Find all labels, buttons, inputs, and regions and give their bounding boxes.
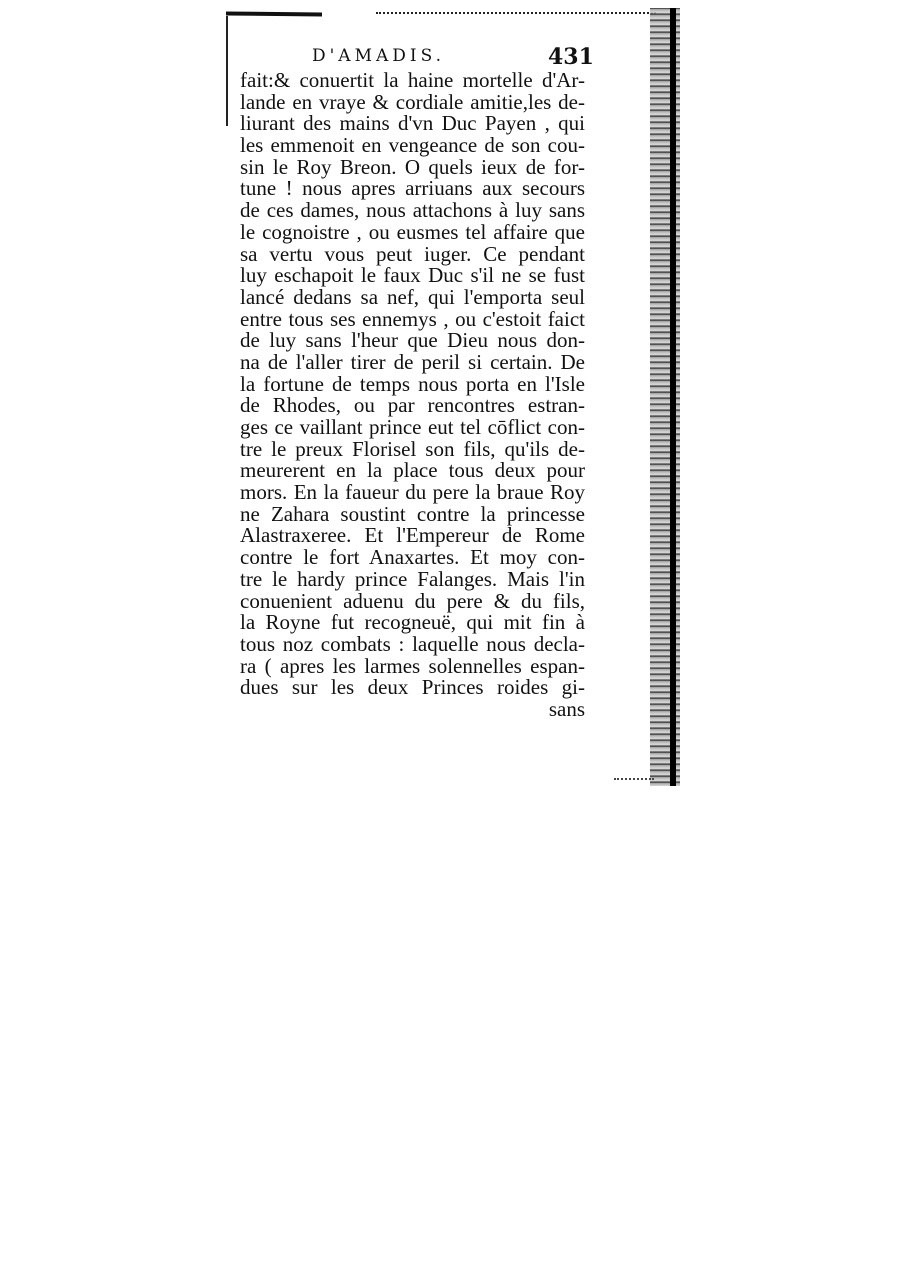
text-line: les emmenoit en vengeance de son cou- — [240, 133, 585, 158]
text-line: luy eschapoit le faux Duc s'il ne se fust — [240, 263, 585, 288]
text-line: entre tous ses ennemys , ou c'estoit faict — [240, 306, 585, 331]
text-line: tre le hardy prince Falanges. Mais l'in — [240, 566, 585, 591]
left-page-edge — [226, 16, 228, 126]
text-line: meurerent en la place tous deux pour — [240, 458, 585, 483]
text-line: tous noz combats : laquelle nous decla- — [240, 631, 585, 656]
text-line: la fortune de temps nous porta en l'Isle — [240, 371, 585, 396]
body-text — [240, 70, 585, 721]
text-line: de ces dames, nous attachons à luy sans — [240, 198, 585, 223]
text-line: ges ce vaillant prince eut tel cōflict con- — [240, 415, 585, 439]
text-line: dues sur les deux Princes roides gi- — [240, 675, 585, 700]
text-line: contre le fort Anaxartes. Et moy con- — [240, 545, 585, 570]
text-line: ra ( apres les larmes solennelles espan- — [240, 653, 585, 678]
text-line: mors. En la faueur du pere la braue Roy — [240, 480, 585, 505]
page-number: 431 — [548, 44, 594, 70]
text-line: sans — [548, 696, 585, 721]
text-line: conuenient aduenu du pere & du fils, — [240, 588, 585, 613]
text-line: lancé dedans sa nef, qui l'emporta seul — [240, 284, 585, 309]
text-line: ne Zahara soustint contre la princesse — [240, 501, 585, 526]
text-line: lande en vraye & cordiale amitie,les de- — [240, 89, 585, 114]
right-page-edge-line — [670, 8, 676, 786]
running-head: D'AMADIS. — [312, 46, 446, 66]
text-line: la Royne fut recogneuë, qui mit fin à — [240, 610, 585, 635]
text-line: le cognoistre , ou eusmes tel affaire que — [240, 219, 585, 244]
text-line: Alastraxeree. Et l'Empereur de Rome — [240, 523, 585, 548]
top-rule — [226, 11, 322, 16]
text-line: de luy sans l'heur que Dieu nous don- — [240, 328, 585, 353]
text-line: sin le Roy Breon. O quels ieux de for- — [240, 154, 585, 179]
top-border-dots — [376, 12, 656, 16]
text-line: fait:& conuertit la haine mortelle d'Ar- — [240, 68, 585, 92]
text-line: sa vertu vous peut iuger. Ce pendant — [240, 241, 585, 266]
bottom-border-dots — [614, 778, 654, 782]
text-line: tune ! nous apres arriuans aux secours — [240, 176, 585, 201]
text-line: liurant des mains d'vn Duc Payen , qui — [240, 111, 585, 136]
text-line: tre le preux Florisel son fils, qu'ils de- — [240, 436, 585, 461]
text-line: de Rhodes, ou par rencontres estran- — [240, 393, 585, 418]
text-line: na de l'aller tirer de peril si certain. De — [240, 349, 585, 374]
